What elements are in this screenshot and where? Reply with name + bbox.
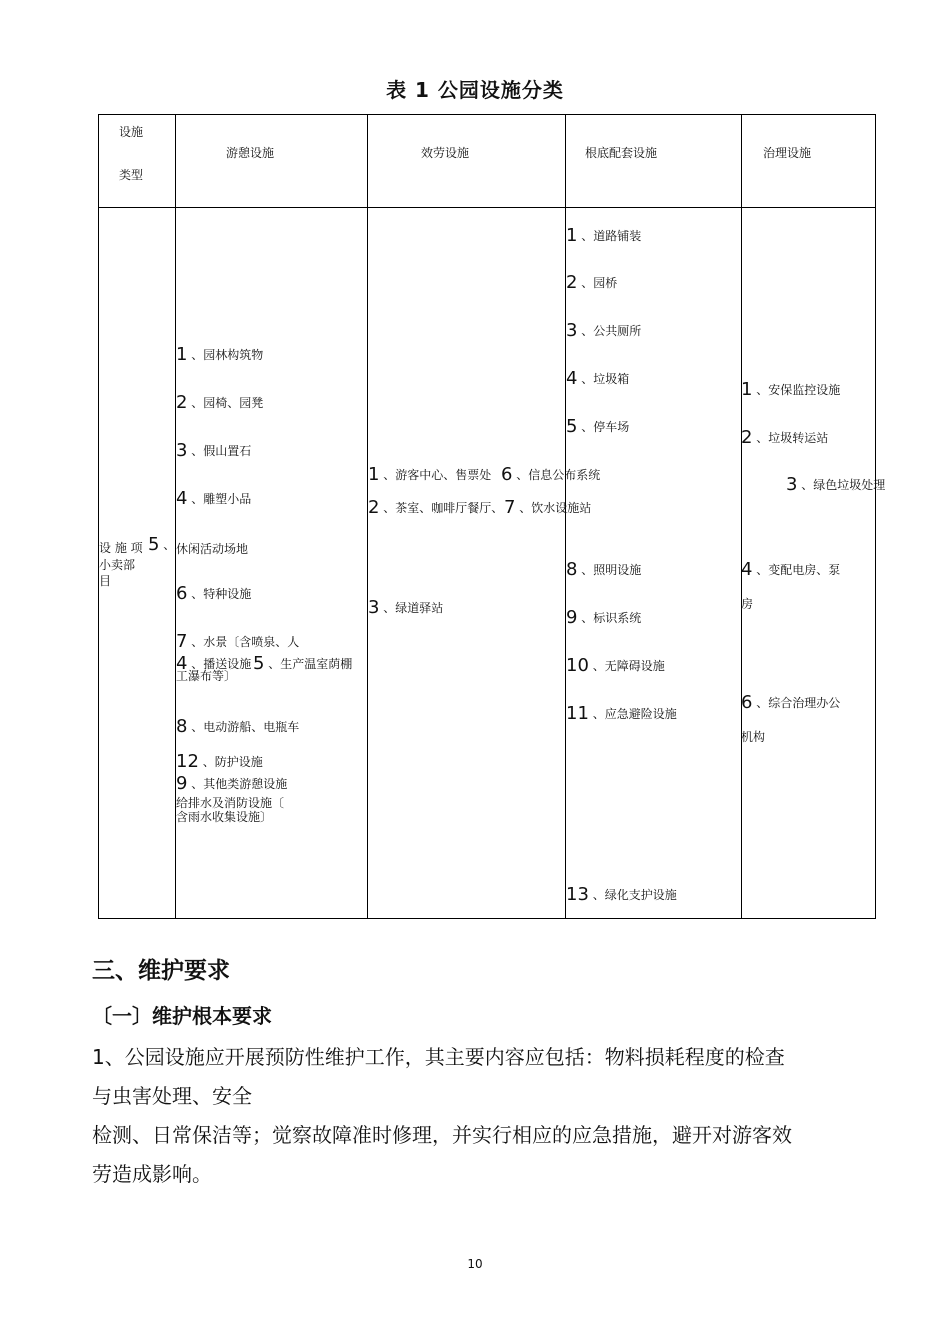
column-divider xyxy=(741,114,742,919)
basic-item: 8 、照明设施 xyxy=(566,559,642,580)
recreation-item: 1 、园林构筑物 xyxy=(176,344,264,365)
recreation-item: 4 、雕塑小品 xyxy=(176,488,252,509)
service-item: 7 、饮水设施站 xyxy=(504,497,592,518)
basic-item: 13 、绿化支护设施 xyxy=(566,884,677,905)
basic-item: 1 、道路铺装 xyxy=(566,225,642,246)
recreation-item-cont: 工瀑布等〕 xyxy=(176,669,237,683)
service-item: 2 、茶室、咖啡厅餐厅、 xyxy=(368,497,504,518)
paragraph-line: 检测、日常保洁等；觉察故障准时修理，并实行相应的应急措施，避开对游客效 xyxy=(92,1123,792,1147)
header-type-line2: 类型 xyxy=(119,168,144,182)
row-label-line2: 小卖部 xyxy=(99,558,136,572)
row-label-line3: 目 xyxy=(99,574,112,588)
recreation-item: 2 、园椅、园凳 xyxy=(176,392,264,413)
recreation-item: 5 、生产温室荫棚 xyxy=(253,653,353,674)
recreation-item: 7 、水景〔含喷泉、人 xyxy=(176,631,300,652)
management-item-cont: 房 xyxy=(741,597,754,611)
management-item: 4 、变配电房、泵 xyxy=(741,559,841,580)
recreation-item: 休闲活动场地 xyxy=(176,542,249,556)
recreation-item-cont: 含雨水收集设施〕 xyxy=(176,810,273,824)
basic-item: 10 、无障碍设施 xyxy=(566,655,665,676)
service-item: 6 、信息公布系统 xyxy=(501,464,601,485)
basic-item: 9 、标识系统 xyxy=(566,607,642,628)
basic-item: 5 、停车场 xyxy=(566,416,630,437)
paragraph-line: 1、公园设施应开展预防性维护工作，其主要内容应包括：物料损耗程度的检查 xyxy=(92,1045,785,1069)
service-item: 3 、绿道驿站 xyxy=(368,597,444,618)
recreation-item: 12 、防护设施 xyxy=(176,751,263,772)
basic-item: 3 、公共厕所 xyxy=(566,320,642,341)
table-title: 表 1 公园设施分类 xyxy=(386,78,564,102)
header-service: 效劳设施 xyxy=(421,146,470,160)
header-type-line1: 设施 xyxy=(119,125,144,139)
row-label-line1: 设 施 项 xyxy=(99,541,143,555)
header-recreation: 游憩设施 xyxy=(226,146,275,160)
subsection-heading: 〔一〕维护根本要求 xyxy=(92,1004,272,1028)
recreation-item: 4 、播送设施 xyxy=(176,653,252,674)
paragraph-line: 劳造成影响。 xyxy=(92,1162,212,1186)
header-management: 治理设施 xyxy=(763,146,812,160)
service-item: 1 、游客中心、售票处 xyxy=(368,464,492,485)
section-heading: 三、维护要求 xyxy=(92,958,230,984)
management-item: 3 、绿色垃圾处理 xyxy=(786,474,886,495)
page-number: 10 xyxy=(467,1257,483,1271)
basic-item: 2 、园桥 xyxy=(566,272,618,293)
basic-item: 4 、垃圾箱 xyxy=(566,368,630,389)
paragraph-line: 与虫害处理、安全 xyxy=(92,1084,252,1108)
recreation-item: 8 、电动游船、电瓶车 xyxy=(176,716,300,737)
recreation-item: 6 、特种设施 xyxy=(176,583,252,604)
recreation-item-cont: 给排水及消防设施〔 xyxy=(176,796,285,810)
header-basic: 根底配套设施 xyxy=(585,146,658,160)
management-item: 2 、垃圾转运站 xyxy=(741,427,829,448)
basic-item: 11 、应急避险设施 xyxy=(566,703,677,724)
table-header-divider xyxy=(98,207,876,208)
management-item-cont: 机构 xyxy=(741,730,766,744)
management-item: 1 、安保监控设施 xyxy=(741,379,841,400)
management-item: 6 、综合治理办公 xyxy=(741,692,841,713)
recreation-item: 9 、其他类游憩设施 xyxy=(176,773,288,794)
paragraph xyxy=(92,1038,882,1194)
recreation-item: 3 、假山置石 xyxy=(176,440,252,461)
row-label-overflow: 5 、 xyxy=(148,534,176,555)
